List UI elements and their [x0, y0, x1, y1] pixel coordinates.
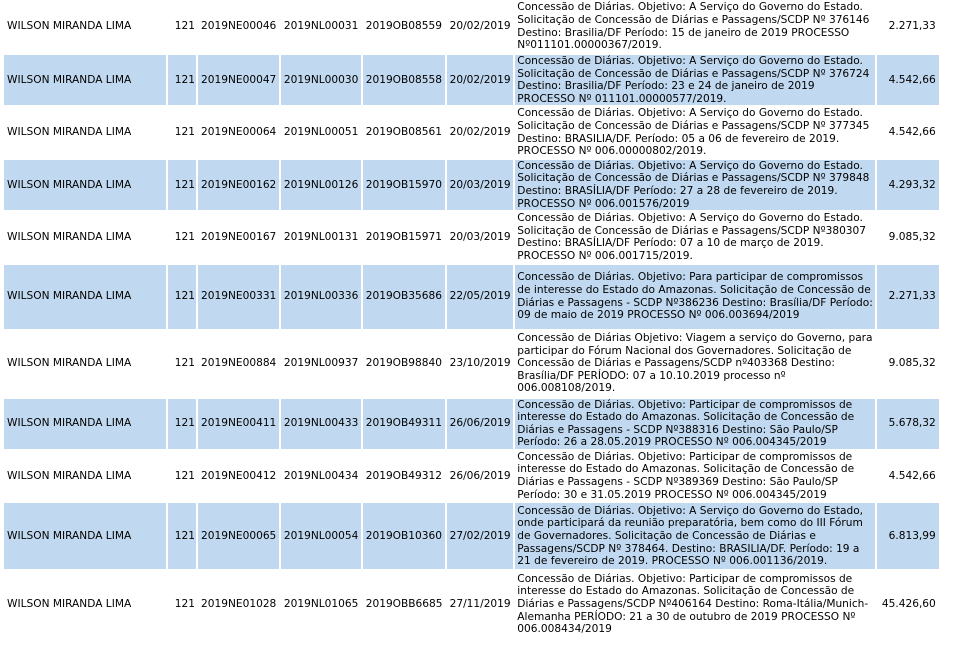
commitment-note-cell: 2019NE00064	[198, 107, 279, 157]
bank-order-cell: 2019OB15971	[363, 212, 445, 262]
payment-date-cell: 22/05/2019	[447, 265, 514, 329]
table-edge-cell	[941, 503, 953, 569]
table-row	[4, 503, 953, 569]
table-edge-cell	[941, 0, 953, 53]
description-cell: Concessão de Diárias. Objetivo: A Serviço do Governo do Estado. Solicitação de Concessão de Diárias e Passagens/SCDP Nº 376724 Destino: Brasilia/DF Período: 23 e 24 de janeiro de 2019 PROCESSO Nº 011101.00000577/2019.	[515, 55, 875, 105]
commitment-note-cell: 2019NE00167	[198, 212, 279, 262]
table-edge-cell	[941, 399, 953, 449]
unit-code-cell: 121	[168, 212, 196, 262]
commitment-note-cell: 2019NE00162	[198, 160, 279, 210]
description-cell: Concessão de Diárias. Objetivo: Para participar de compromissos de interesse do Estado do Amazonas. Solicitação de Concessão de Diárias e Passagens - SCDP Nº386236 Destino: Brasília/DF Período: 09 de maio de 2019 PROCESSO Nº 006.003694/2019	[515, 265, 875, 329]
payment-date-cell: 20/02/2019	[447, 0, 514, 53]
beneficiary-name-cell: WILSON MIRANDA LIMA	[4, 0, 166, 53]
bank-order-cell: 2019OB35686	[363, 265, 445, 329]
settlement-note-cell: 2019NL00051	[281, 107, 361, 157]
table-edge-cell	[941, 451, 953, 501]
table-row	[4, 160, 953, 210]
payment-date-cell: 26/06/2019	[447, 399, 514, 449]
description-cell: Concessão de Diárias. Objetivo: A Serviço do Governo do Estado. Solicitação de Concessão de Diárias e Passagens/SCDP Nº 377345 Destino: BRASILIA/DF. Período: 05 a 06 de fevereiro de 2019. PROCESSO Nº 006.00000802/2019.	[515, 107, 875, 157]
beneficiary-name-cell: WILSON MIRANDA LIMA	[4, 265, 166, 329]
settlement-note-cell: 2019NL00937	[281, 331, 361, 397]
commitment-note-cell: 2019NE00046	[198, 0, 279, 53]
bank-order-cell: 2019OB08559	[363, 0, 445, 53]
description-cell: Concessão de Diárias. Objetivo: Participar de compromissos de interesse do Estado do Amazonas. Solicitação de Concessão de Diárias e Passagens - SCDP Nº389369 Destino: São Paulo/SP Período: 30 e 31.05.2019 PROCESSO Nº 006.004345/2019	[515, 451, 875, 501]
settlement-note-cell: 2019NL00030	[281, 55, 361, 105]
payment-date-cell: 27/02/2019	[447, 503, 514, 569]
unit-code-cell: 121	[168, 107, 196, 157]
settlement-note-cell: 2019NL00126	[281, 160, 361, 210]
table-edge-cell	[941, 571, 953, 637]
unit-code-cell: 121	[168, 399, 196, 449]
payment-date-cell: 27/11/2019	[447, 571, 514, 637]
amount-cell: 6.813,99	[877, 503, 939, 569]
table-edge-cell	[941, 331, 953, 397]
table-edge-cell	[941, 55, 953, 105]
description-cell: Concessão de Diárias Objetivo: Viagem a serviço do Governo, para participar do Fórum Nacional dos Governadores. Solicitação de Concessão de Diárias e Passagens/SCDP nº403368 Destino: Brasília/DF PERÍODO: 07 a 10.10.2019 processo nº 006.008108/2019.	[515, 331, 875, 397]
description-cell: Concessão de Diárias. Objetivo: A Serviço do Governo do Estado, onde participará da reunião preparatória, bem como do III Fórum de Governadores. Solicitação de Concessão de Diárias e Passagens/SCDP Nº 378464. Destino: BRASILIA/DF. Período: 19 a 21 de fevereiro de 2019. PROCESSO Nº 006.001136/2019.	[515, 503, 875, 569]
beneficiary-name-cell: WILSON MIRANDA LIMA	[4, 571, 166, 637]
payment-date-cell: 20/02/2019	[447, 55, 514, 105]
commitment-note-cell: 2019NE00884	[198, 331, 279, 397]
table-row	[4, 571, 953, 637]
payment-date-cell: 20/02/2019	[447, 107, 514, 157]
table-row	[4, 265, 953, 329]
description-cell: Concessão de Diárias. Objetivo: Participar de compromissos de interesse do Estado do Amazonas. Solicitação de Concessão de Diárias e Passagens/SCDP Nº406164 Destino: Roma-Itália/Munich-Alemanha PERÍODO: 21 a 30 de outubro de 2019 PROCESSO Nº 006.008434/2019	[515, 571, 875, 637]
bank-order-cell: 2019OB49312	[363, 451, 445, 501]
commitment-note-cell: 2019NE01028	[198, 571, 279, 637]
table-body	[4, 0, 953, 637]
unit-code-cell: 121	[168, 571, 196, 637]
amount-cell: 4.542,66	[877, 451, 939, 501]
table-row	[4, 399, 953, 449]
unit-code-cell: 121	[168, 55, 196, 105]
table-edge-cell	[941, 107, 953, 157]
diarias-table	[2, 0, 955, 639]
bank-order-cell: 2019OB15970	[363, 160, 445, 210]
beneficiary-name-cell: WILSON MIRANDA LIMA	[4, 212, 166, 262]
table-row	[4, 0, 953, 53]
settlement-note-cell: 2019NL00054	[281, 503, 361, 569]
table-edge-cell	[941, 160, 953, 210]
amount-cell: 4.293,32	[877, 160, 939, 210]
beneficiary-name-cell: WILSON MIRANDA LIMA	[4, 55, 166, 105]
unit-code-cell: 121	[168, 265, 196, 329]
commitment-note-cell: 2019NE00412	[198, 451, 279, 501]
bank-order-cell: 2019OB08561	[363, 107, 445, 157]
amount-cell: 2.271,33	[877, 265, 939, 329]
table-row	[4, 212, 953, 262]
beneficiary-name-cell: WILSON MIRANDA LIMA	[4, 399, 166, 449]
table-row	[4, 55, 953, 105]
beneficiary-name-cell: WILSON MIRANDA LIMA	[4, 331, 166, 397]
commitment-note-cell: 2019NE00047	[198, 55, 279, 105]
bank-order-cell: 2019OB98840	[363, 331, 445, 397]
beneficiary-name-cell: WILSON MIRANDA LIMA	[4, 451, 166, 501]
settlement-note-cell: 2019NL00031	[281, 0, 361, 53]
unit-code-cell: 121	[168, 503, 196, 569]
settlement-note-cell: 2019NL00433	[281, 399, 361, 449]
beneficiary-name-cell: WILSON MIRANDA LIMA	[4, 503, 166, 569]
description-cell: Concessão de Diárias. Objetivo: A Serviço do Governo do Estado. Solicitação de Concessão de Diárias e Passagens/SCDP Nº 376146 Destino: Brasilia/DF Período: 15 de janeiro de 2019 PROCESSO Nº011101.00000367/2019.	[515, 0, 875, 53]
table-row	[4, 331, 953, 397]
description-cell: Concessão de Diárias. Objetivo: A Serviço do Governo do Estado. Solicitação de Concessão de Diárias e Passagens/SCDP Nº380307 Destino: BRASÍLIA/DF Período: 07 a 10 de março de 2019. PROCESSO Nº 006.001715/2019.	[515, 212, 875, 262]
settlement-note-cell: 2019NL01065	[281, 571, 361, 637]
amount-cell: 4.542,66	[877, 55, 939, 105]
bank-order-cell: 2019OB08558	[363, 55, 445, 105]
payment-date-cell: 26/06/2019	[447, 451, 514, 501]
commitment-note-cell: 2019NE00065	[198, 503, 279, 569]
beneficiary-name-cell: WILSON MIRANDA LIMA	[4, 107, 166, 157]
settlement-note-cell: 2019NL00434	[281, 451, 361, 501]
amount-cell: 45.426,60	[877, 571, 939, 637]
table-row	[4, 451, 953, 501]
amount-cell: 2.271,33	[877, 0, 939, 53]
payment-date-cell: 23/10/2019	[447, 331, 514, 397]
unit-code-cell: 121	[168, 331, 196, 397]
table-edge-cell	[941, 212, 953, 262]
settlement-note-cell: 2019NL00131	[281, 212, 361, 262]
amount-cell: 5.678,32	[877, 399, 939, 449]
bank-order-cell: 2019OB10360	[363, 503, 445, 569]
commitment-note-cell: 2019NE00331	[198, 265, 279, 329]
amount-cell: 9.085,32	[877, 212, 939, 262]
description-cell: Concessão de Diárias. Objetivo: Participar de compromissos de interesse do Estado do Amazonas. Solicitação de Concessão de Diárias e Passagens - SCDP Nº388316 Destino: São Paulo/SP Período: 26 a 28.05.2019 PROCESSO Nº 006.004345/2019	[515, 399, 875, 449]
payment-date-cell: 20/03/2019	[447, 212, 514, 262]
unit-code-cell: 121	[168, 451, 196, 501]
beneficiary-name-cell: WILSON MIRANDA LIMA	[4, 160, 166, 210]
bank-order-cell: 2019OBB6685	[363, 571, 445, 637]
unit-code-cell: 121	[168, 0, 196, 53]
description-cell: Concessão de Diárias. Objetivo: A Serviço do Governo do Estado. Solicitação de Concessão de Diárias e Passagens/SCDP Nº 379848 Destino: BRASÍLIA/DF Período: 27 a 28 de fevereiro de 2019. PROCESSO Nº 006.001576/2019	[515, 160, 875, 210]
payment-date-cell: 20/03/2019	[447, 160, 514, 210]
amount-cell: 4.542,66	[877, 107, 939, 157]
table-edge-cell	[941, 265, 953, 329]
settlement-note-cell: 2019NL00336	[281, 265, 361, 329]
amount-cell: 9.085,32	[877, 331, 939, 397]
commitment-note-cell: 2019NE00411	[198, 399, 279, 449]
bank-order-cell: 2019OB49311	[363, 399, 445, 449]
table-row	[4, 107, 953, 157]
unit-code-cell: 121	[168, 160, 196, 210]
